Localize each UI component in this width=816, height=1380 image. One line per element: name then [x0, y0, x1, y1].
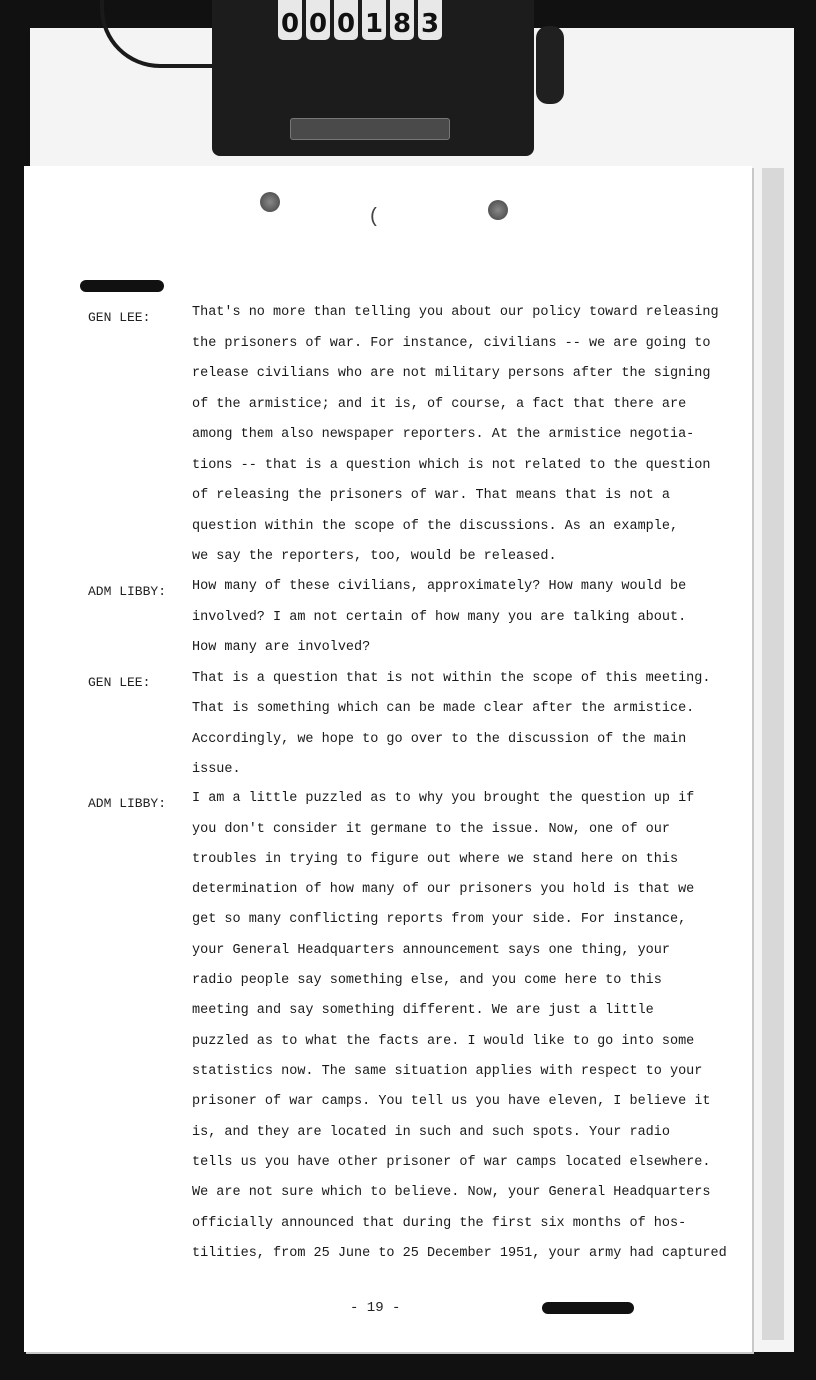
text-line: determination of how many of our prisoners you hold is that we — [192, 882, 695, 897]
counter-knob — [536, 26, 564, 104]
text-line: Accordingly, we hope to go over to the discussion of the main — [192, 732, 687, 747]
counter-digit: 0 — [278, 0, 302, 40]
text-line: How many of these civilians, approximately? How many would be — [192, 579, 687, 594]
redaction-bar-top — [80, 280, 164, 292]
speaker-label: GEN LEE: — [88, 675, 151, 690]
text-line: How many are involved? — [192, 640, 371, 655]
text-line: issue. — [192, 762, 241, 777]
speaker-label: GEN LEE: — [88, 310, 151, 325]
text-line: That is a question that is not within the scope of this meeting. — [192, 671, 711, 686]
text-line: tions -- that is a question which is not related to the question — [192, 458, 711, 473]
counter-digit: 8 — [390, 0, 414, 40]
punch-hole — [488, 200, 508, 220]
text-line: I am a little puzzled as to why you brought the question up if — [192, 791, 695, 806]
text-line: question within the scope of the discussions. As an example, — [192, 519, 679, 534]
text-line: statistics now. The same situation applies with respect to your — [192, 1064, 703, 1079]
counter-nameplate — [290, 118, 450, 140]
frame-counter-device — [212, 0, 534, 156]
text-line: officially announced that during the first six months of hos- — [192, 1216, 687, 1231]
text-line: radio people say something else, and you come here to this — [192, 973, 662, 988]
counter-digit: 3 — [418, 0, 442, 40]
text-line: get so many conflicting reports from your side. For instance, — [192, 912, 687, 927]
text-line: tilities, from 25 June to 25 December 1951, your army had captured — [192, 1246, 727, 1261]
text-line: you don't consider it germane to the issue. Now, one of our — [192, 822, 670, 837]
text-line: is, and they are located in such and such spots. Your radio — [192, 1125, 670, 1140]
counter-digit: 0 — [334, 0, 358, 40]
counter-digit: 0 — [306, 0, 330, 40]
text-line: puzzled as to what the facts are. I would like to go into some — [192, 1034, 695, 1049]
backdrop-shadow-edge — [762, 168, 784, 1340]
text-line: of releasing the prisoners of war. That means that is not a — [192, 488, 670, 503]
text-line: troubles in trying to figure out where we stand here on this — [192, 852, 679, 867]
text-line: That's no more than telling you about our policy toward releasing — [192, 305, 719, 320]
text-line: That is something which can be made clear after the armistice. — [192, 701, 695, 716]
pencil-mark: ( — [368, 206, 381, 229]
text-line: release civilians who are not military persons after the signing — [192, 366, 711, 381]
redaction-bar-bottom — [542, 1302, 634, 1314]
counter-digit: 1 — [362, 0, 386, 40]
speaker-label: ADM LIBBY: — [88, 584, 167, 599]
text-line: the prisoners of war. For instance, civilians -- we are going to — [192, 336, 711, 351]
speaker-label: ADM LIBBY: — [88, 796, 167, 811]
text-line: among them also newspaper reporters. At the armistice negotia- — [192, 427, 695, 442]
text-line: tells us you have other prisoner of war camps located elsewhere. — [192, 1155, 711, 1170]
text-line: your General Headquarters announcement says one thing, your — [192, 943, 670, 958]
text-line: meeting and say something different. We are just a little — [192, 1003, 654, 1018]
punch-hole — [260, 192, 280, 212]
document-page — [24, 166, 752, 1352]
page-number: - 19 - — [350, 1300, 401, 1316]
text-line: we say the reporters, too, would be released. — [192, 549, 557, 564]
counter-digits — [278, 0, 442, 40]
text-line: of the armistice; and it is, of course, a fact that there are — [192, 397, 687, 412]
text-line: We are not sure which to believe. Now, your General Headquarters — [192, 1185, 711, 1200]
text-line: involved? I am not certain of how many you are talking about. — [192, 610, 687, 625]
text-line: prisoner of war camps. You tell us you have eleven, I believe it — [192, 1094, 711, 1109]
